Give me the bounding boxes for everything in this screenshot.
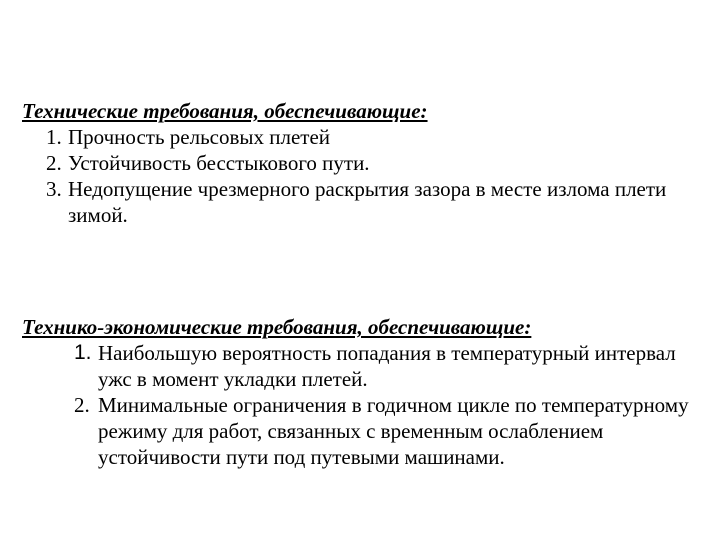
- technical-requirements-heading: Технические требования, обеспечивающие:: [22, 99, 428, 123]
- list-item: [22, 392, 712, 470]
- technical-requirements-list: [22, 124, 712, 228]
- list-item-text: Минимальные ограничения в годичном цикле по температурному режиму для работ, связанных с временным ослаблением устойчивости пути под путевыми машинами.: [98, 393, 689, 469]
- list-item-text: Прочность рельсовых плетей: [68, 125, 331, 149]
- economic-requirements-list: [22, 340, 712, 470]
- list-item-number: 1.: [74, 341, 92, 364]
- list-item-text: Недопущение чрезмерного раскрытия зазора в месте излома плети зимой.: [68, 177, 667, 227]
- list-item-number: 2.: [46, 151, 62, 175]
- economic-requirements-heading: Технико-экономические требования, обеспечивающие:: [22, 315, 532, 339]
- list-item-text: Устойчивость бесстыкового пути.: [68, 151, 370, 175]
- list-item: [22, 150, 712, 176]
- list-item-text: Наибольшую вероятность попадания в температурный интервал ужс в момент укладки плетей.: [98, 341, 676, 391]
- list-item-number: 2.: [74, 393, 90, 417]
- list-item-number: 3.: [46, 177, 62, 201]
- technical-requirements-section: [22, 98, 712, 228]
- list-item-number: 1.: [46, 125, 62, 149]
- economic-requirements-section: [22, 314, 712, 470]
- list-item: [22, 124, 712, 150]
- list-item: [22, 340, 712, 392]
- list-item: [22, 176, 712, 228]
